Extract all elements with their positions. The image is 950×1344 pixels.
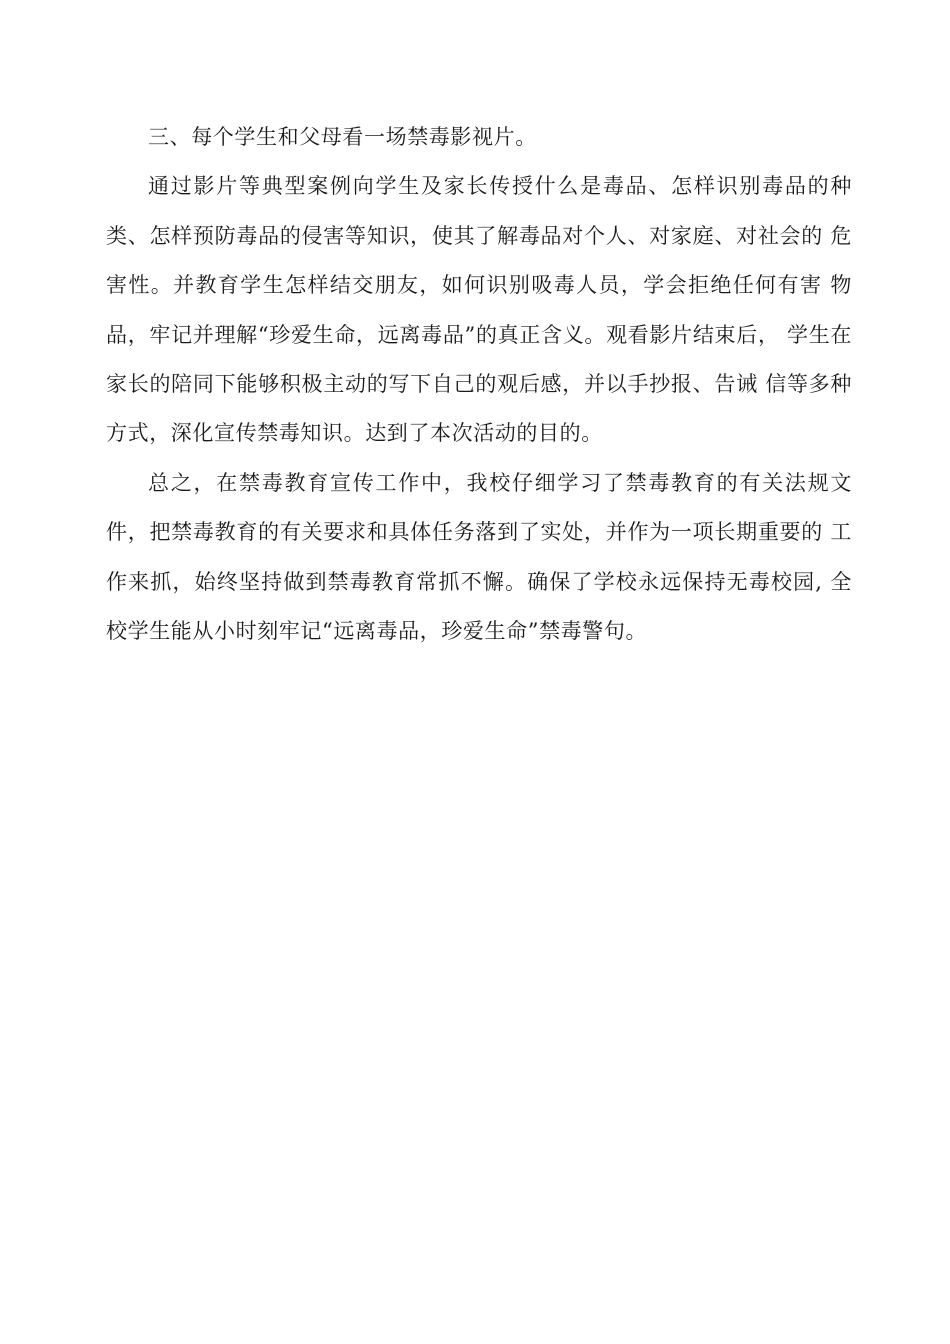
body-paragraph-summary: 总之，在禁毒教育宣传工作中，我校仔细学习了禁毒教育的有关法规文件，把禁毒教育的有关要求和具体任务落到了实处，并作为一项长期重要的 工作来抓，始终坚持做到禁毒教育常抓不懈。确保了学校永远保持无毒校园, 全校学生能从小时刻牢记“远离毒品，珍爱生命”禁毒警句。 [106, 470, 852, 644]
document-body [106, 113, 852, 656]
section-heading-paragraph: 三、每个学生和父母看一场禁毒影视片。 [148, 125, 537, 149]
body-paragraph-film-education: 通过影片等典型案例向学生及家长传授什么是毒品、怎样识别毒品的种类、怎样预防毒品的侵害等知识，使其了解毒品对个人、对家庭、对社会的 危害性。并教育学生怎样结交朋友，如何识别吸毒人员，学会拒绝任何有害 物品，牢记并理解“珍爱生命，远离毒品”的真正含义。观看影片结束后， 学生在家长的陪同下能够积极主动的写下自己的观后感，并以手抄报、告诫 信等多种方式，深化宣传禁毒知识。达到了本次活动的目的。 [106, 174, 852, 446]
